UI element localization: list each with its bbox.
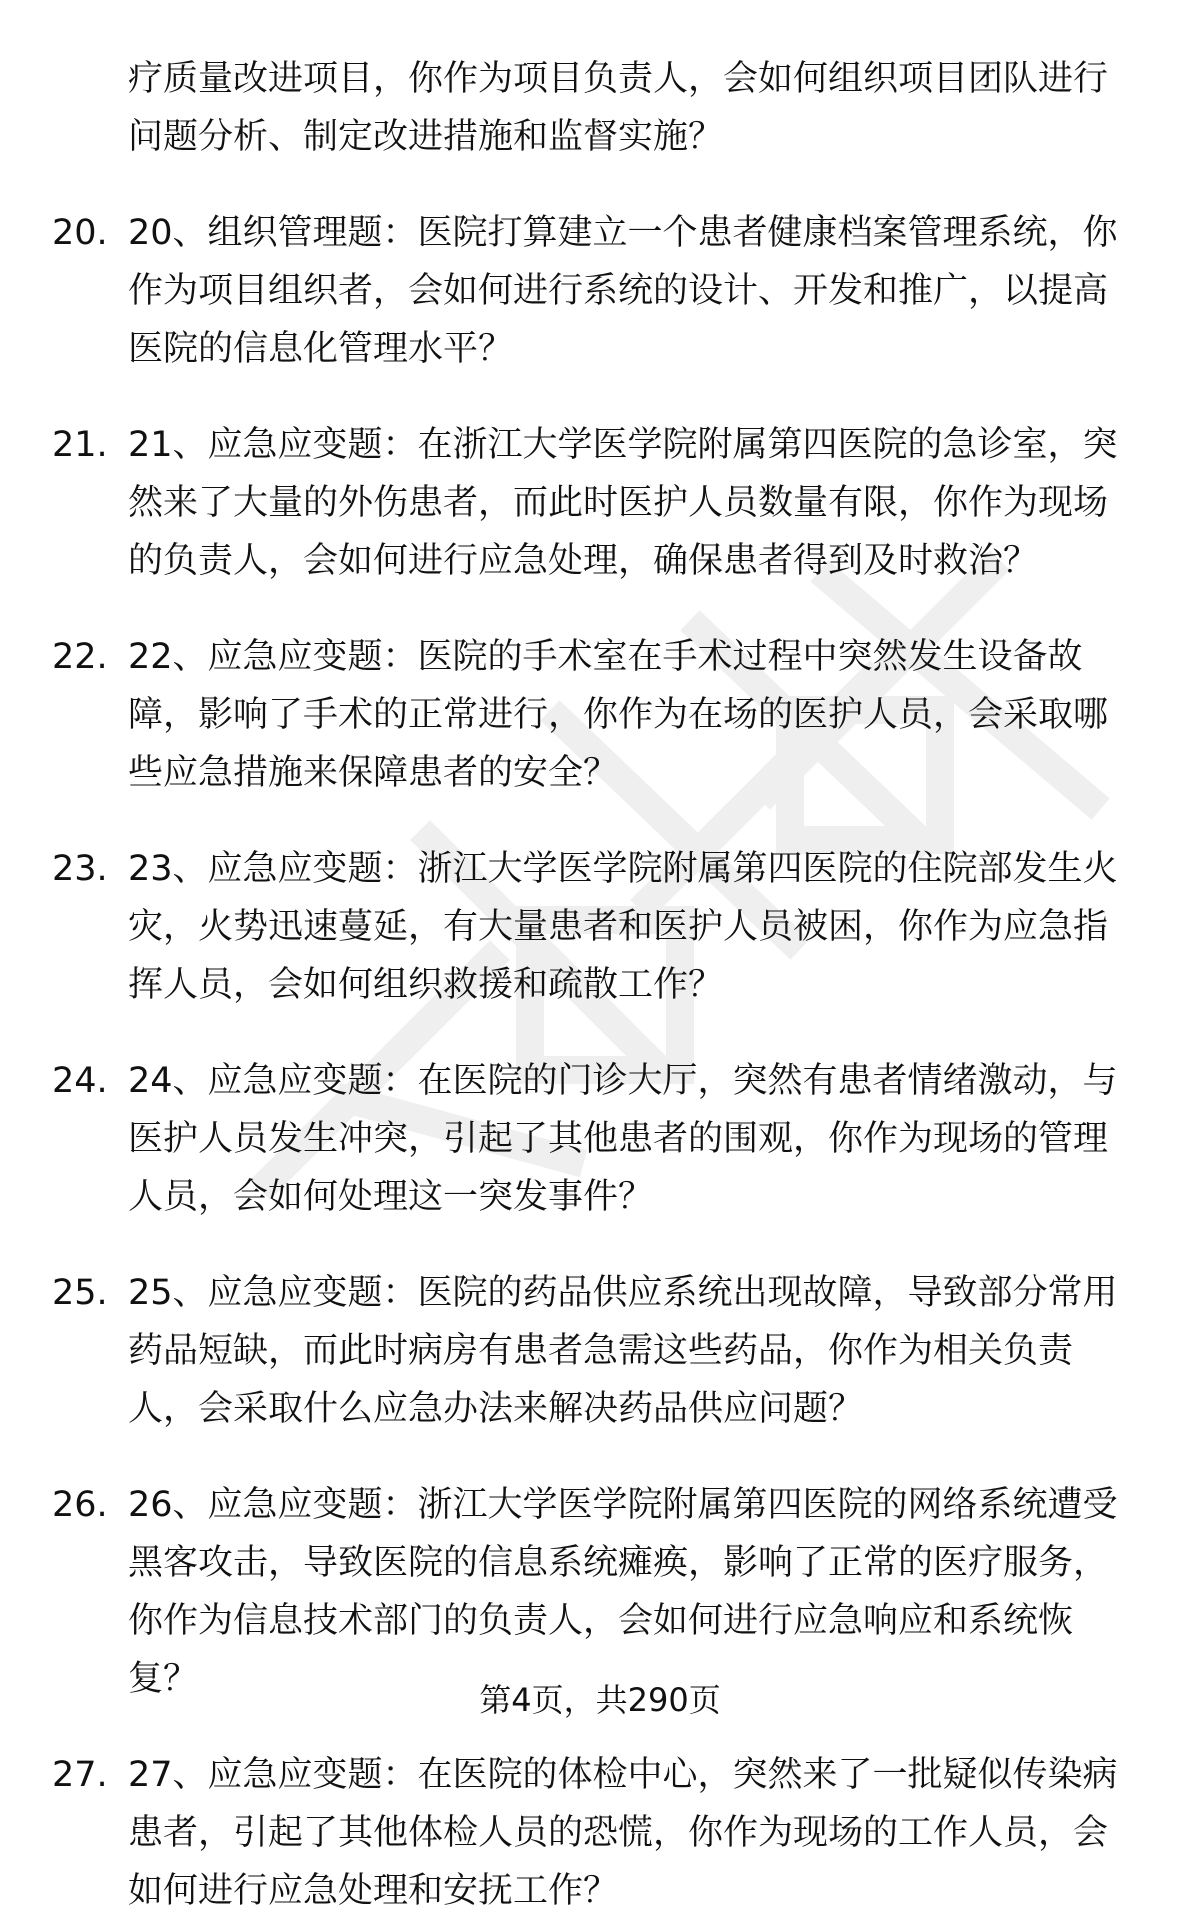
question-text-line: 些应急措施来保障患者的安全？ (128, 753, 619, 793)
question-text-line: 作为项目组织者，会如何进行系统的设计、开发和推广，以提高 (128, 271, 1109, 311)
question-text-line: 患者，引起了其他体检人员的恐慌，你作为现场的工作人员，会 (128, 1813, 1109, 1853)
question-number: 26. (52, 1485, 108, 1525)
question-text-line: 22、应急应变题：医院的手术室在手术过程中突然发生设备故 (128, 637, 1083, 677)
question-number: 21. (52, 425, 108, 465)
page-footer: 第4页，共290页 (479, 1681, 721, 1719)
question-text-line: 复？ (128, 1659, 199, 1699)
question-number: 27. (52, 1755, 108, 1795)
question-text-line: 障，影响了手术的正常进行，你作为在场的医护人员，会采取哪 (128, 695, 1109, 735)
question-text-line: 你作为信息技术部门的负责人，会如何进行应急响应和系统恢 (128, 1601, 1074, 1641)
question-text-line: 25、应急应变题：医院的药品供应系统出现故障，导致部分常用 (128, 1273, 1118, 1313)
question-text-line: 27、应急应变题：在医院的体检中心，突然来了一批疑似传染病 (128, 1755, 1118, 1795)
question-text-line: 医护人员发生冲突，引起了其他患者的围观，你作为现场的管理 (128, 1119, 1109, 1159)
question-text-line: 如何进行应急处理和安抚工作？ (128, 1871, 619, 1911)
question-text-line: 药品短缺，而此时病房有患者急需这些药品，你作为相关负责 (128, 1331, 1074, 1371)
question-text-line: 20、组织管理题：医院打算建立一个患者健康档案管理系统，你 (128, 213, 1118, 253)
question-number: 23. (52, 849, 108, 889)
question-text-line: 23、应急应变题：浙江大学医学院附属第四医院的住院部发生火 (128, 849, 1118, 889)
question-text-line: 医院的信息化管理水平？ (128, 329, 514, 369)
question-number: 20. (52, 213, 108, 253)
question-text-line: 24、应急应变题：在医院的门诊大厅，突然有患者情绪激动，与 (128, 1061, 1118, 1101)
question-text-line: 灾，火势迅速蔓延，有大量患者和医护人员被困，你作为应急指 (128, 907, 1109, 947)
continuation-text-line: 问题分析、制定改进措施和监督实施？ (128, 117, 724, 157)
question-text-line: 人，会采取什么应急办法来解决药品供应问题？ (128, 1389, 864, 1429)
question-text-line: 26、应急应变题：浙江大学医学院附属第四医院的网络系统遭受 (128, 1485, 1118, 1525)
continuation-text-line: 疗质量改进项目，你作为项目负责人，会如何组织项目团队进行 (128, 59, 1109, 99)
question-text-line: 黑客攻击，导致医院的信息系统瘫痪，影响了正常的医疗服务， (128, 1543, 1109, 1583)
question-number: 22. (52, 637, 108, 677)
question-number: 24. (52, 1061, 108, 1101)
question-number: 25. (52, 1273, 108, 1313)
question-text-line: 的负责人，会如何进行应急处理，确保患者得到及时救治？ (128, 541, 1039, 581)
question-text-line: 然来了大量的外伤患者，而此时医护人员数量有限，你作为现场 (128, 483, 1109, 523)
question-text-line: 21、应急应变题：在浙江大学医学院附属第四医院的急诊室，突 (128, 425, 1118, 465)
question-text-line: 人员，会如何处理这一突发事件？ (128, 1177, 654, 1217)
question-text-line: 挥人员，会如何组织救援和疏散工作？ (128, 965, 724, 1005)
